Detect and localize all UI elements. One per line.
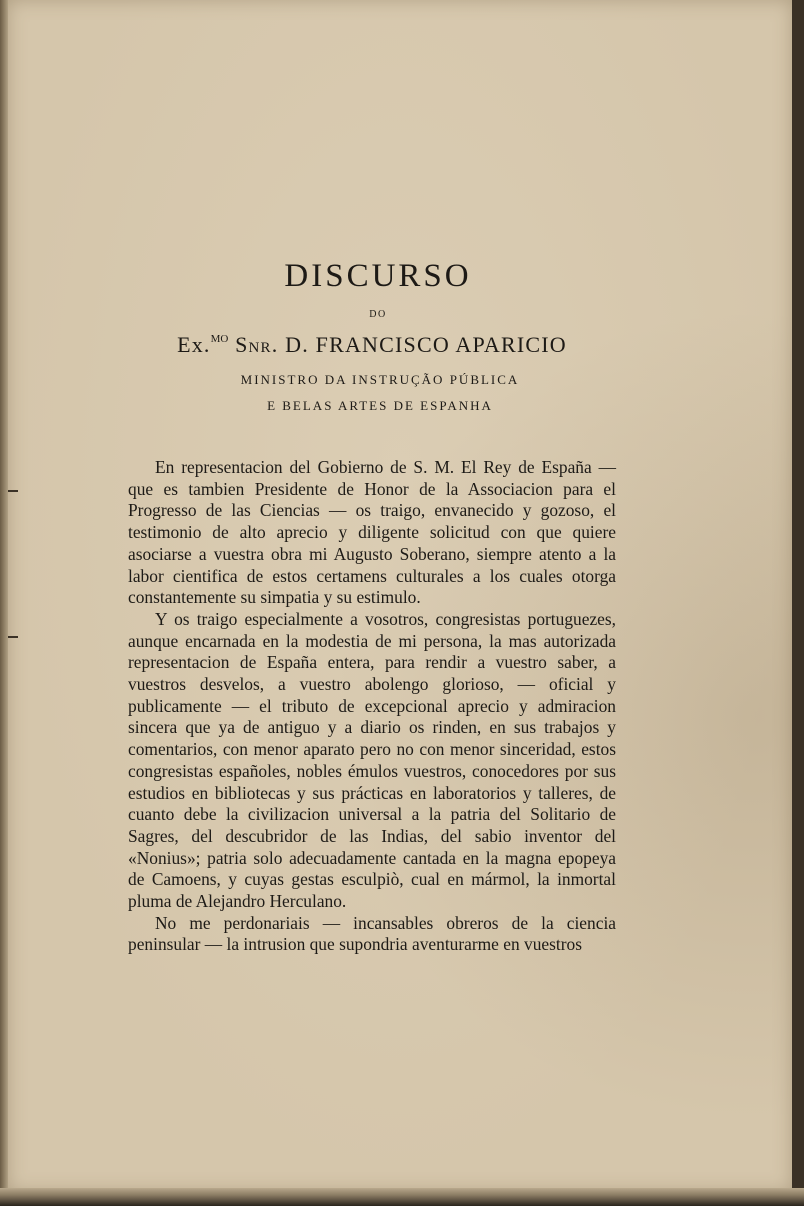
margin-mark — [8, 636, 18, 638]
name-prefix: Ex. — [177, 332, 211, 357]
document-title: DISCURSO — [284, 258, 472, 294]
document-page — [8, 0, 792, 1192]
page-right-edge — [792, 0, 804, 1206]
speaker-title-line-2: E BELAS ARTES DE ESPANHA — [267, 398, 493, 413]
paragraph: Y os traigo especialmente a vosotros, congresistas portuguezes, aunque encarnada en la modestia de mi persona, la mas autorizada representacion de España entera, para rendir a vuestro saber, a vuestros desvelos, a vuestro abolengo glorioso, — oficial y publicamente — el tributo de excepcional aprecio y admiracion sincera que ya de antiguo y a diario os rinden, en sus trabajos y comentarios, con menor aparato pero no con menor sinceridad, estos congresistas españoles, nobles émulos vuestros, conocedores por sus estudios en bibliotecas y sus prácticas en laboratorios y talleres, de cuanto debe la civilizacion universal a la patria del Solitario de Sagres, del descubridor de las Indias, del sabio inventor del «Nonius»; patria solo adecuadamente cantada en la magna epopeya de Camoens, y cuyas gestas esculpiò, cual en mármol, la inmortal pluma de Alejandro Herculano. — [128, 608, 616, 912]
page-bottom-edge — [0, 1188, 804, 1206]
margin-mark — [8, 490, 18, 492]
paragraph: No me perdonariais — incansables obreros de la ciencia peninsular — la intrusion que supondria aventurarme en vuestros — [128, 912, 616, 955]
speaker-title-line-1: MINISTRO DA INSTRUÇÃO PÚBLICA — [240, 372, 520, 387]
title-connector: DO — [369, 309, 387, 320]
speech-body — [128, 457, 616, 956]
speaker-name — [8, 332, 736, 358]
name-rest: Snr. D. FRANCISCO APARICIO — [228, 332, 567, 357]
paragraph: En representacion del Gobierno de S. M. El Rey de España — que es tambien Presidente de Honor de la Associacion para el Progresso de las Ciencias — os traigo, envanecido y gozoso, el testimonio de alto aprecio y diligente solicitud con que quiere asociarse a vuestra obra mi Augusto Soberano, siempre atento a la labor cientifica de estos certamens culturales a los cuales otorga constantemente su simpatia y su estimulo. — [128, 457, 616, 608]
name-superscript: MO — [210, 333, 229, 345]
